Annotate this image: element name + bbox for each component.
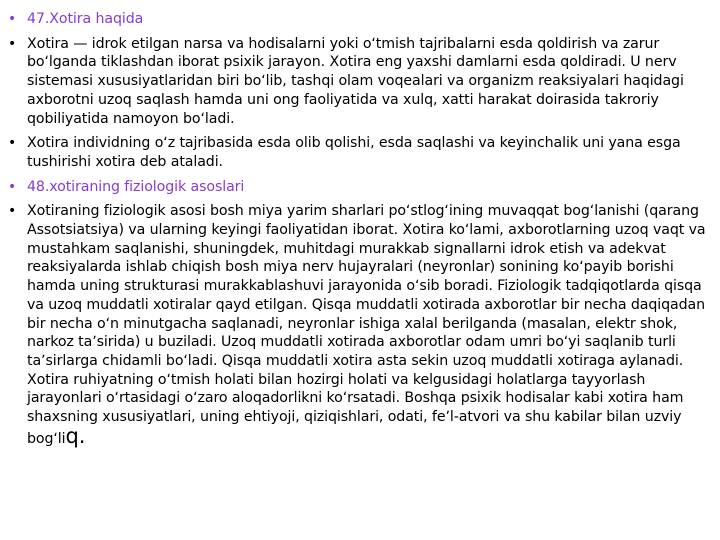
paragraph-text: Xotira — idrok etilgan narsa va hodisalarni yoki oʻtmish tajribalarni esda qoldirish va zarur boʻlganda tiklashdan iborat psixik jarayon. Xotira eng yaxshi damlarni esda qoldiradi. U nerv sistemasi xususiyatlaridan biri boʻlib, tashqi olam voqealari va organizm reaksiyalari haqidagi axborotni uzoq saqlash hamda uni ong faoliyatida va xulq, xatti harakat doirasida takroriy qobiliyatida namoyon boʻladi. xyxy=(27,35,684,127)
bullet-icon: • xyxy=(8,35,17,52)
paragraph-text: Xotira individning oʻz tajribasida esda olib qolishi, esda saqlashi va keyinchalik uni yana esga tushirishi xotira deb ataladi. xyxy=(27,135,681,170)
bullet-icon: • xyxy=(8,203,17,220)
heading-item xyxy=(8,10,708,29)
heading-text: 47.Xotira haqida xyxy=(27,11,144,27)
bullet-icon: • xyxy=(8,11,17,27)
bullet-list xyxy=(8,10,708,454)
paragraph-text: Xotiraning fiziologik asosi bosh miya yarim sharlari poʻstlogʻining muvaqqat bogʻlanishi (qarang Assotsiatsiya) va ularning keyingi faoliyatidan iborat. Xotira koʻlami, axborotlarning uzoq vaqt va mustahkam saqlanishi, shuningdek, muhitdagi murakkab signallarni idrok etish va adekvat reaksiyalarda ishlab chiqish bosh miya nerv hujayralari (neyronlar) sonining koʻpayib borishi hamda uning strukturasi murakkablashuvi jarayonida oʻsib boradi. Fiziologik tadqiqotlarda qisqa va uzoq muddatli xotiralar qayd etilgan. Qisqa muddatli xotirada axborotlar bir necha daqiqadan bir necha oʻn minutgacha saqlanadi, neyronlar ishiga xalal berilganda (masalan, elektr shok, narkoz taʼsirida) u buziladi. Uzoq muddatli xotirada axborotlar odam umri boʻyi saqlanib turli taʼsirlarga chidamli boʻladi. Qisqa muddatli xotira asta sekin uzoq muddatli xotiraga aylanadi. Xotira ruhiyatning oʻtmish holati bilan hozirgi holati va kelgusidagi holatlarga tayyorlash jarayonlari oʻrtasidagi oʻzaro aloqadorlikni koʻrsatadi. Boshqa psixik hodisalar kabi xotira ham shaxsning xususiyatlari, uning ehtiyoji, qiziqishlari, odati, feʼl-atvori va shu kabilar bilan uzviy bogʻli xyxy=(27,203,706,447)
bullet-icon: • xyxy=(8,135,17,152)
bullet-icon: • xyxy=(8,178,17,195)
paragraph-tail-text: q. xyxy=(65,423,86,448)
paragraph-item xyxy=(8,134,708,171)
heading-text: 48.xotiraning fiziologik asoslari xyxy=(27,178,245,195)
heading-item xyxy=(8,178,708,197)
paragraph-item xyxy=(8,202,708,448)
paragraph-item xyxy=(8,35,708,129)
